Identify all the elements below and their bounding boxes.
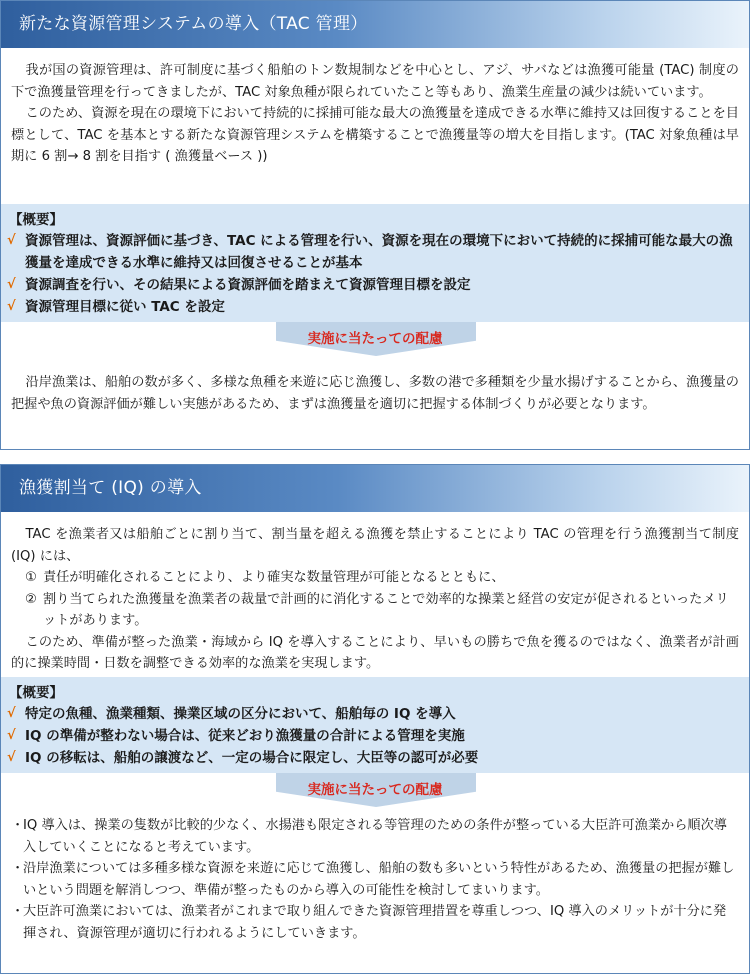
iq-implementation-item-text: 大臣許可漁業においては、漁業者がこれまで取り組んできた資源管理措置を尊重しつつ、IQ 導入のメリットが十分に発揮され、資源管理が適切に行われるようにしていきます。 [23,904,727,941]
iq-implementation-item [9,858,739,901]
check-icon: √ [7,728,16,743]
iq-summary-item-text: IQ の準備が整わない場合は、従来どおり漁獲量の合計による管理を実施 [25,728,465,744]
iq-section-header: 漁獲割当て (IQ) の導入 [1,465,749,512]
iq-intro-point-number: ② [25,591,37,607]
iq-summary-item [7,747,741,769]
iq-implementation-banner [1,773,749,811]
iq-summary-item [7,725,741,747]
iq-implementation-item-text: IQ 導入は、操業の隻数が比較的少なく、水揚港も限定される等管理のための条件が整っている大臣許可漁業から順次導入していくことになると考えています。 [23,818,727,855]
iq-summary-item-text: 特定の魚種、漁業種類、操業区域の区分において、船舶毎の IQ を導入 [25,706,456,722]
iq-summary-box [1,677,749,773]
iq-summary-item [7,703,741,725]
iq-intro-tail: このため、準備が整った漁業・海域から IQ を導入することにより、早いもの勝ちで魚を獲るのではなく、漁業者が計画的に操業時間・日数を調整できる効率的な漁業を実現します。 [11,634,739,671]
iq-intro-point-text: 割り当てられた漁獲量を漁業者の裁量で計画的に消化することで効率的な操業と経営の安定が促されるといったメリットがあります。 [43,591,729,628]
iq-section [0,464,750,974]
tac-summary-item [7,274,741,296]
iq-intro-lead: TAC を漁業者又は船舶ごとに割り当て、割当量を超える漁獲を禁止することにより TAC の管理を行う漁獲割当て制度 (IQ) には、 [11,527,739,564]
tac-summary-item-text: 資源管理目標に従い TAC を設定 [25,299,225,315]
tac-implementation-paragraph: 沿岸漁業は、船舶の数が多く、多様な魚種を来遊に応じ漁獲し、多数の港で多種類を少量水揚げすることから、漁獲量の把握や魚の資源評価が難しい実態があるため、まずは漁獲量を適切に把握する体制づくりが必要となります。 [11,375,739,412]
bullet-dot-icon: ・ [11,861,25,876]
tac-section-header: 新たな資源管理システムの導入（TAC 管理） [1,1,749,48]
iq-implementation-item [9,901,739,944]
check-icon: √ [7,299,16,314]
check-icon: √ [7,750,16,765]
check-icon: √ [7,233,16,248]
iq-intro-point [11,567,739,589]
iq-implementation-item [9,815,739,858]
tac-section [0,0,750,450]
tac-summary-item-text: 資源管理は、資源評価に基づき、TAC による管理を行い、資源を現在の環境下において持続的に採捕可能な最大の漁獲量を達成できる水準に維持又は回復させることが基本 [25,233,733,271]
iq-summary-title: 【概要】 [9,685,63,701]
iq-summary-item-text: IQ の移転は、船舶の譲渡など、一定の場合に限定し、大臣等の認可が必要 [25,750,479,766]
iq-intro-point-text: 責任が明確化されることにより、より確実な数量管理が可能となるとともに、 [43,570,505,585]
iq-implementation-item-text: 沿岸漁業については多種多様な資源を来遊に応じて漁獲し、船舶の数も多いという特性があるため、漁獲量の把握が難しいという問題を解消しつつ、準備が整ったものから導入の可能性を検討してまいります。 [23,861,735,898]
tac-intro [1,48,749,204]
bullet-dot-icon: ・ [11,818,25,833]
iq-intro-point-number: ① [25,570,37,585]
iq-intro-point [11,589,739,632]
check-icon: √ [7,277,16,292]
tac-intro-paragraph-2: このため、資源を現在の環境下において持続的に採捕可能な最大の漁獲量を達成できる水準に維持又は回復することを目標として、TAC を基本とする新たな資源管理システムを構築することで漁獲量等の増大を目指します。(TAC 対象魚種は早期に 6 割→ 8 割を目指す ( 漁獲量ベース )) [11,106,739,164]
bullet-dot-icon: ・ [11,904,25,919]
tac-implementation-banner [1,322,749,360]
tac-summary-item [7,230,741,274]
iq-implementation-label: 実施に当たっての配慮 [307,782,443,798]
tac-implementation-text [1,360,749,415]
tac-summary-title: 【概要】 [9,212,63,228]
tac-summary-item [7,296,741,318]
tac-summary-box [1,204,749,322]
iq-implementation-list [1,811,749,944]
tac-intro-paragraph-1: 我が国の資源管理は、許可制度に基づく船舶のトン数規制などを中心とし、アジ、サバなどは漁獲可能量 (TAC) 制度の下で漁獲量管理を行ってきましたが、TAC 対象魚種が限られていたこと等もあり、漁業生産量の減少は続いています。 [11,63,739,100]
tac-summary-item-text: 資源調査を行い、その結果による資源評価を踏まえて資源管理目標を設定 [25,277,471,293]
check-icon: √ [7,706,16,721]
iq-intro [1,512,749,677]
tac-implementation-label: 実施に当たっての配慮 [307,331,443,347]
